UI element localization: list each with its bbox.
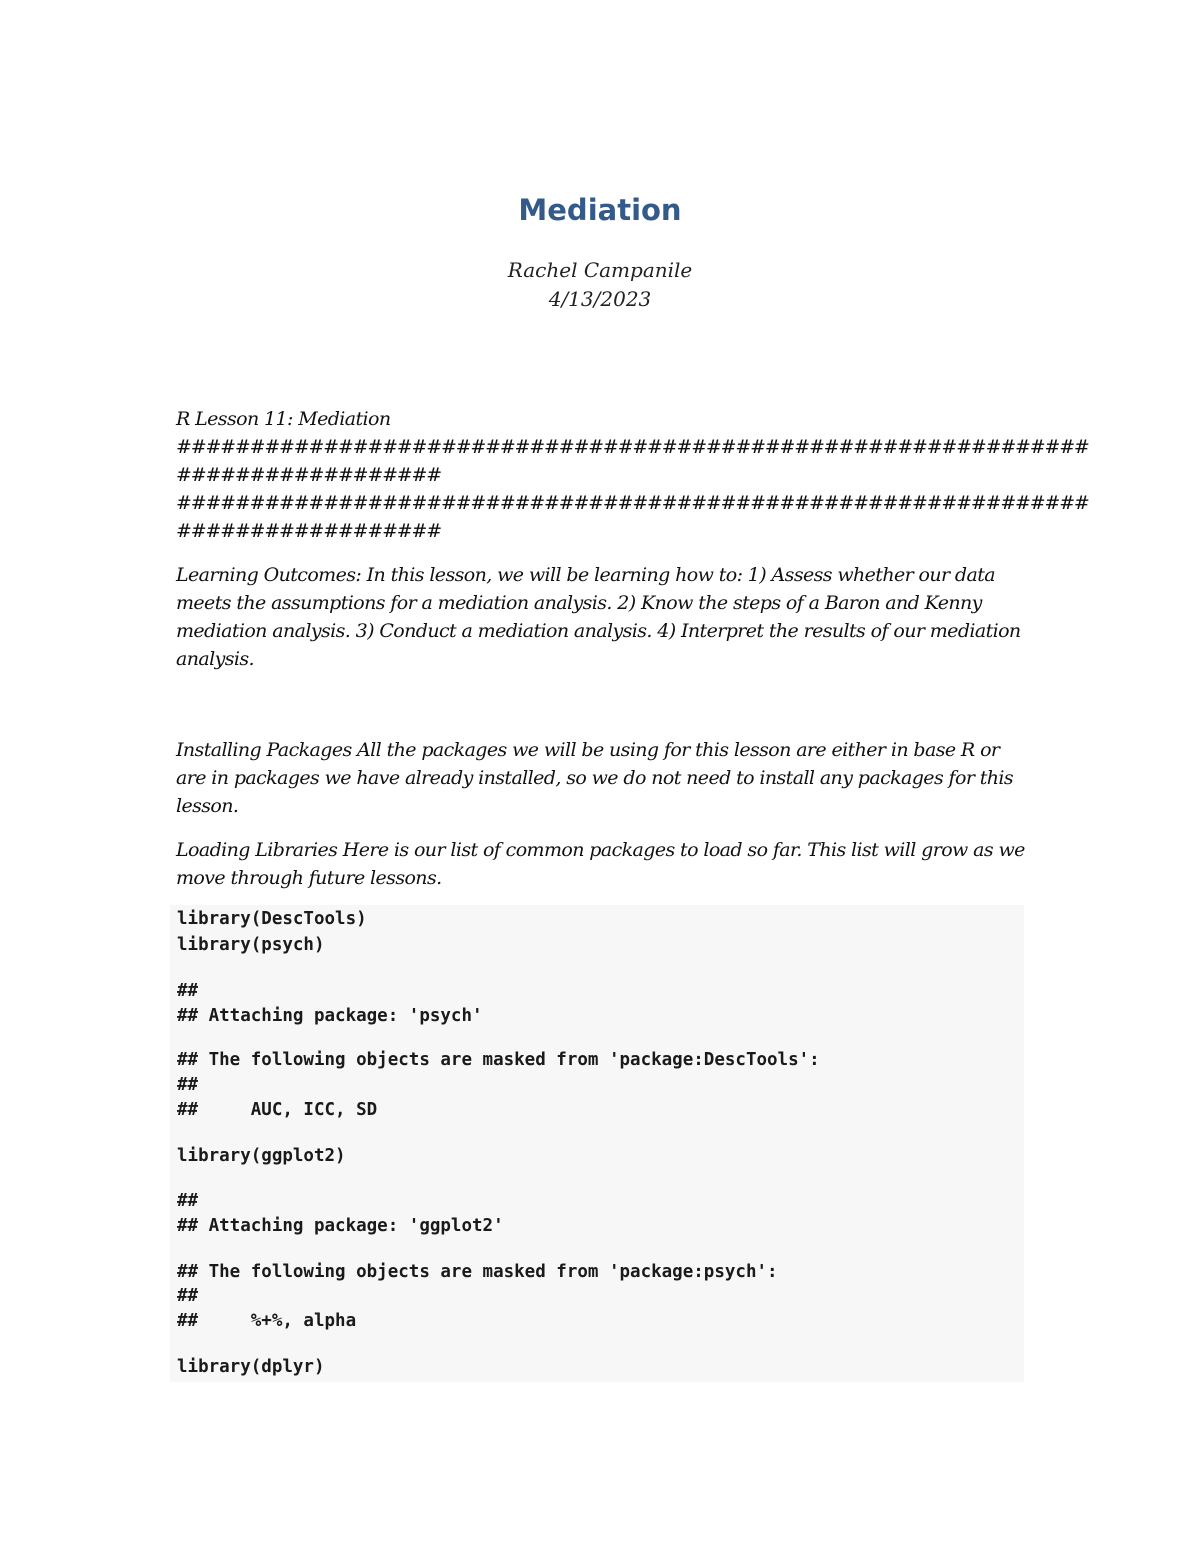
code-line: ## %+%, alpha (177, 1311, 357, 1331)
document-author: Rachel Campanile (507, 258, 693, 282)
code-line: ## The following objects are masked from 'package:psych': (177, 1262, 778, 1282)
lesson-heading: R Lesson 11: Mediation (176, 408, 391, 430)
hash-line: ################## (176, 520, 441, 542)
installing-packages-paragraph: Installing Packages All the packages we will be using for this lesson are either in base R or are in packages we have already installed, so we do not need to install any packages for this lesson. (176, 739, 1014, 817)
code-line: library(ggplot2) (177, 1146, 346, 1166)
code-block (170, 905, 1024, 1382)
document-title: Mediation (518, 193, 682, 227)
code-line: library(psych) (177, 935, 325, 955)
code-line: library(dplyr) (177, 1357, 325, 1377)
code-line: library(DescTools) (177, 909, 367, 929)
hash-line: ############################################################## (176, 436, 1089, 458)
code-line: ## (177, 981, 199, 1001)
document-date: 4/13/2023 (548, 287, 652, 311)
code-line: ## Attaching package: 'psych' (177, 1006, 483, 1026)
hash-line: ############################################################## (176, 492, 1089, 514)
code-line: ## (177, 1075, 199, 1095)
code-line: ## Attaching package: 'ggplot2' (177, 1216, 504, 1236)
lesson-section (176, 405, 1089, 545)
hash-line: ################## (176, 464, 441, 486)
loading-libraries-paragraph: Loading Libraries Here is our list of common packages to load so far. This list will grow as we move through future lessons. (176, 839, 1025, 889)
code-line: ## The following objects are masked from 'package:DescTools': (177, 1050, 820, 1070)
learning-outcomes-paragraph: Learning Outcomes: In this lesson, we will be learning how to: 1) Assess whether our data meets the assumptions for a mediation analysis. 2) Know the steps of a Baron and Kenny mediation analysis. 3) Conduct a mediation analysis. 4) Interpret the results of our mediation analysis. (176, 564, 1021, 670)
code-line: ## (177, 1191, 199, 1211)
code-line: ## AUC, ICC, SD (177, 1100, 378, 1120)
code-line: ## (177, 1286, 199, 1306)
